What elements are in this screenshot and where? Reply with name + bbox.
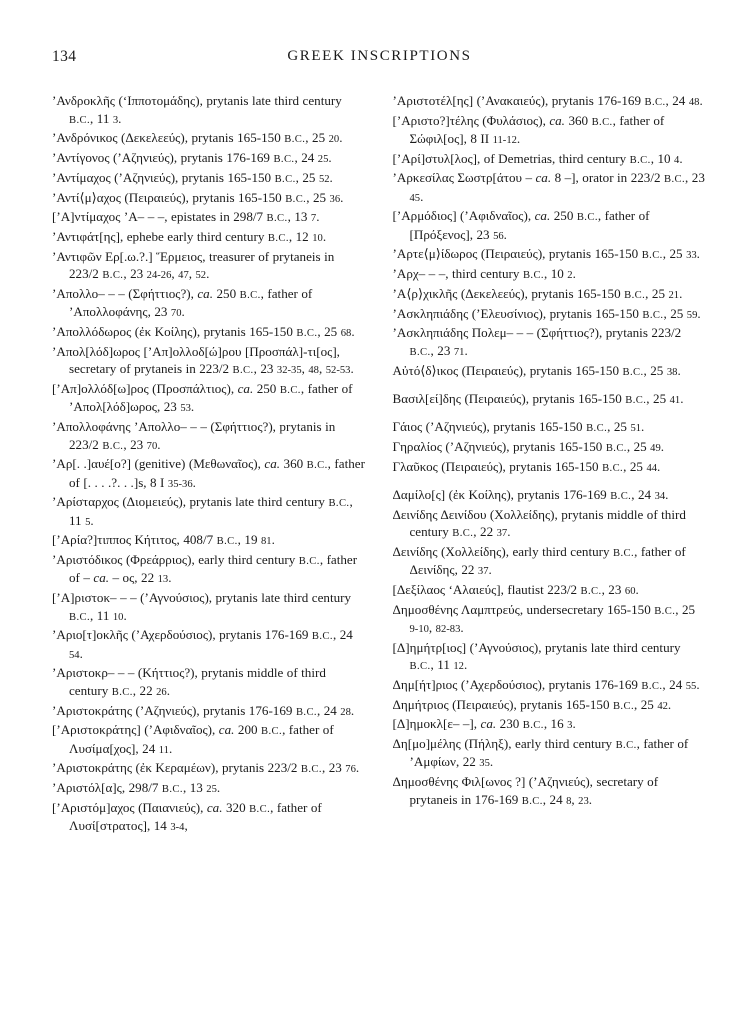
page-header <box>52 48 707 70</box>
index-entry: ’Αντίγονος (’Αζηνιεύς), prytanis 176-169 B.C., 24 25. <box>52 150 332 166</box>
index-entry: ’Απολλο– – – (Σφήττιος?), ca. 250 B.C., father of ’Απολλοφάνης, 23 70. <box>52 286 313 320</box>
index-entry: ’Αντίμαχος (’Αζηνιεύς), prytanis 165-150 B.C., 25 52. <box>52 169 333 185</box>
index-entry: ’Απολλοφάνης ’Απολλο– – – (Σφήττιος?), prytanis in 223/2 B.C., 23 70. <box>52 419 336 452</box>
index-entry: [’Αριστοκράτης] (’Αφιδναῖος), ca. 200 B.C., father of Λυσίμα[χος], 24 11. <box>52 722 334 756</box>
index-entry: ’Ασκληπιάδης (’Ελευσίνιος), prytanis 165-150 B.C., 25 59. <box>392 305 701 321</box>
index-entry: ’Ανδρόνικος (Δεκελεεύς), prytanis 165-150 B.C., 25 20. <box>52 130 343 146</box>
index-entry: [’Αρί]στυλ[λος], of Demetrias, third century B.C., 10 4. <box>392 150 683 166</box>
running-title: GREEK INSCRIPTIONS <box>287 48 472 64</box>
index-entry: [Δ]ημοκλ[ε– –], ca. 230 B.C., 16 3. <box>392 716 576 732</box>
index-entry: ’Ανδροκλῆς (‘Ιπποτομάδης), prytanis late third century B.C., 11 3. <box>52 93 342 126</box>
index-entry: [’Απ]ολλόδ[ω]ρος (Προσπάλτιος), ca. 250 B.C., father of ’Απολ[λόδ]ωρος, 23 53. <box>52 381 353 415</box>
index-entry: Δημοσθένης Φιλ[ωνος ?] (’Αζηνιεύς), secretary of prytaneis in 176-169 B.C., 24 8, 23. <box>392 774 659 807</box>
index-entry: Δεινίδης Δεινίδου (Χολλείδης), prytanis middle of third century B.C., 22 37. <box>392 506 686 540</box>
index-column-left <box>52 92 367 837</box>
index-entry: ’Απολ[λόδ]ωρος [’Απ]ολλοδ[ώ]ρου [Προσπάλ]-τι[ος], secretary of prytaneis in 223/2 B.C., 23 32-35, 48, 52-53. <box>52 343 354 377</box>
index-columns <box>52 92 707 837</box>
index-entry: Δημήτριος (Πειραιεύς), prytanis 165-150 B.C., 25 42. <box>392 696 672 712</box>
index-entry: Δημ[ήτ]ριος (’Αχερδούσιος), prytanis 176-169 B.C., 24 55. <box>392 676 700 692</box>
index-entry: [’Α]ριστοκ– – – (’Αγνούσιος), prytanis late third century B.C., 11 10. <box>52 590 352 623</box>
index-entry: ’Αρχ– – –, third century B.C., 10 2. <box>392 266 576 282</box>
index-entry: Δαμίλο[ς] (ἐκ Κοίλης), prytanis 176-169 B.C., 24 34. <box>392 486 669 502</box>
index-entry: ’Απολλόδωρος (ἐκ Κοίλης), prytanis 165-150 B.C., 25 68. <box>52 324 355 340</box>
index-entry: Γάιος (’Αζηνιεύς), prytanis 165-150 B.C., 25 51. <box>392 419 645 435</box>
index-entry: ’Αρκεσίλας Σωστρ[άτου – ca. 8 –], orator in 223/2 B.C., 23 45. <box>392 170 705 204</box>
index-entry: ’Αρτε⟨μ⟩ίδωρος (Πειραιεύς), prytanis 165-150 B.C., 25 33. <box>392 246 700 262</box>
index-entry: ’Αριστοτέλ[ης] (’Ανακαιεύς), prytanis 176-169 B.C., 24 48. <box>392 93 703 108</box>
index-entry: Δη[μο]μέλης (Πήληξ), early third century B.C., father of ’Αμφίων, 22 35. <box>392 736 689 770</box>
folio-number: 134 <box>52 48 77 65</box>
index-entry: ’Ασκληπιάδης Πολεμ– – – (Σφήττιος?), prytanis 223/2 B.C., 23 71. <box>392 325 682 358</box>
index-entry: Γλαῦκος (Πειραιεύς), prytanis 165-150 B.C., 25 44. <box>392 458 661 474</box>
index-entry: Δημοσθένης Λαμπτρεύς, undersecretary 165-150 B.C., 25 9-10, 82-83. <box>392 601 696 635</box>
index-entry: Δεινίδης (Χολλείδης), early third century B.C., father of Δεινίδης, 22 37. <box>392 543 686 578</box>
index-entry: ’Αριστόλ[α]ς, 298/7 B.C., 13 25. <box>52 780 221 796</box>
index-entry: ’Αντί⟨μ⟩αχος (Πειραιεύς), prytanis 165-150 B.C., 25 36. <box>52 189 344 205</box>
index-entry: [’Α]ντίμαχος ’Α– – –, epistates in 298/7 B.C., 13 7. <box>52 209 320 225</box>
index-entry: ’Αντιφάτ[ης], ephebe early third century B.C., 12 10. <box>52 229 327 245</box>
index-entry: [’Αριστο?]τέλης (Φυλάσιος), ca. 360 B.C., father of Σώφιλ[ος], 8 II 11-12. <box>392 112 665 146</box>
index-entry: ’Α⟨ρ⟩χικλῆς (Δεκελεεύς), prytanis 165-150 B.C., 25 21. <box>392 285 683 301</box>
index-entry: [Δεξίλαος ‘Αλαιεύς], flautist 223/2 B.C., 23 60. <box>392 581 639 597</box>
index-entry: ’Αριστοκράτης (ἐκ Κεραμέων), prytanis 223/2 B.C., 23 76. <box>52 760 360 776</box>
index-entry: Βασιλ[εί]δης (Πειραιεύς), prytanis 165-150 B.C., 25 41. <box>392 390 684 406</box>
index-entry: ’Αρίσταρχος (Διομειεύς), prytanis late third century B.C., 11 5. <box>52 494 353 528</box>
index-column-right <box>393 92 708 810</box>
index-entry: ’Αριστοκράτης (’Αζηνιεύς), prytanis 176-169 B.C., 24 28. <box>52 702 355 718</box>
index-entry: ’Αριστοκρ– – – (Κήττιος?), prytanis middle of third century B.C., 22 26. <box>52 665 326 699</box>
index-entry: ’Αρ[. .]αυέ[ο?] (genitive) (Μεθωναῖος), ca. 360 B.C., father of [. . . .?. . .]s, 8 I 35-36. <box>52 456 365 490</box>
index-entry: [’Αρμόδιος] (’Αφιδναῖος), ca. 250 B.C., father of [Πρόξενος], 23 56. <box>392 208 650 242</box>
index-entry: Γηραλίος (’Αζηνιεύς), prytanis 165-150 B.C., 25 49. <box>392 438 665 454</box>
index-entry: ’Αντιφῶν Ερ[.ω.?.] Ἕρμειος, treasurer of prytaneis in 223/2 B.C., 23 24-26, 47, 52. <box>52 248 335 282</box>
index-entry: ’Αριο[τ]οκλῆς (’Αχερδούσιος), prytanis 176-169 B.C., 24 54. <box>52 627 353 661</box>
index-entry: [’Αριστόμ]αχος (Παιανιεύς), ca. 320 B.C., father of Λυσί[στρατος], 14 3-4, <box>52 799 322 834</box>
index-entry: ’Αριστόδικος (Φρεάρριος), early third century B.C., father of – ca. – ος, 22 13. <box>52 552 358 586</box>
index-entry: [Δ]ημήτρ[ιος] (’Αγνούσιος), prytanis late third century B.C., 11 12. <box>392 639 681 673</box>
index-entry: [’Αρία?]τιππος Κήτιτος, 408/7 B.C., 19 81. <box>52 532 275 548</box>
index-entry: Αὐτό⟨δ⟩ικος (Πειραιεύς), prytanis 165-150 B.C., 25 38. <box>392 362 681 378</box>
